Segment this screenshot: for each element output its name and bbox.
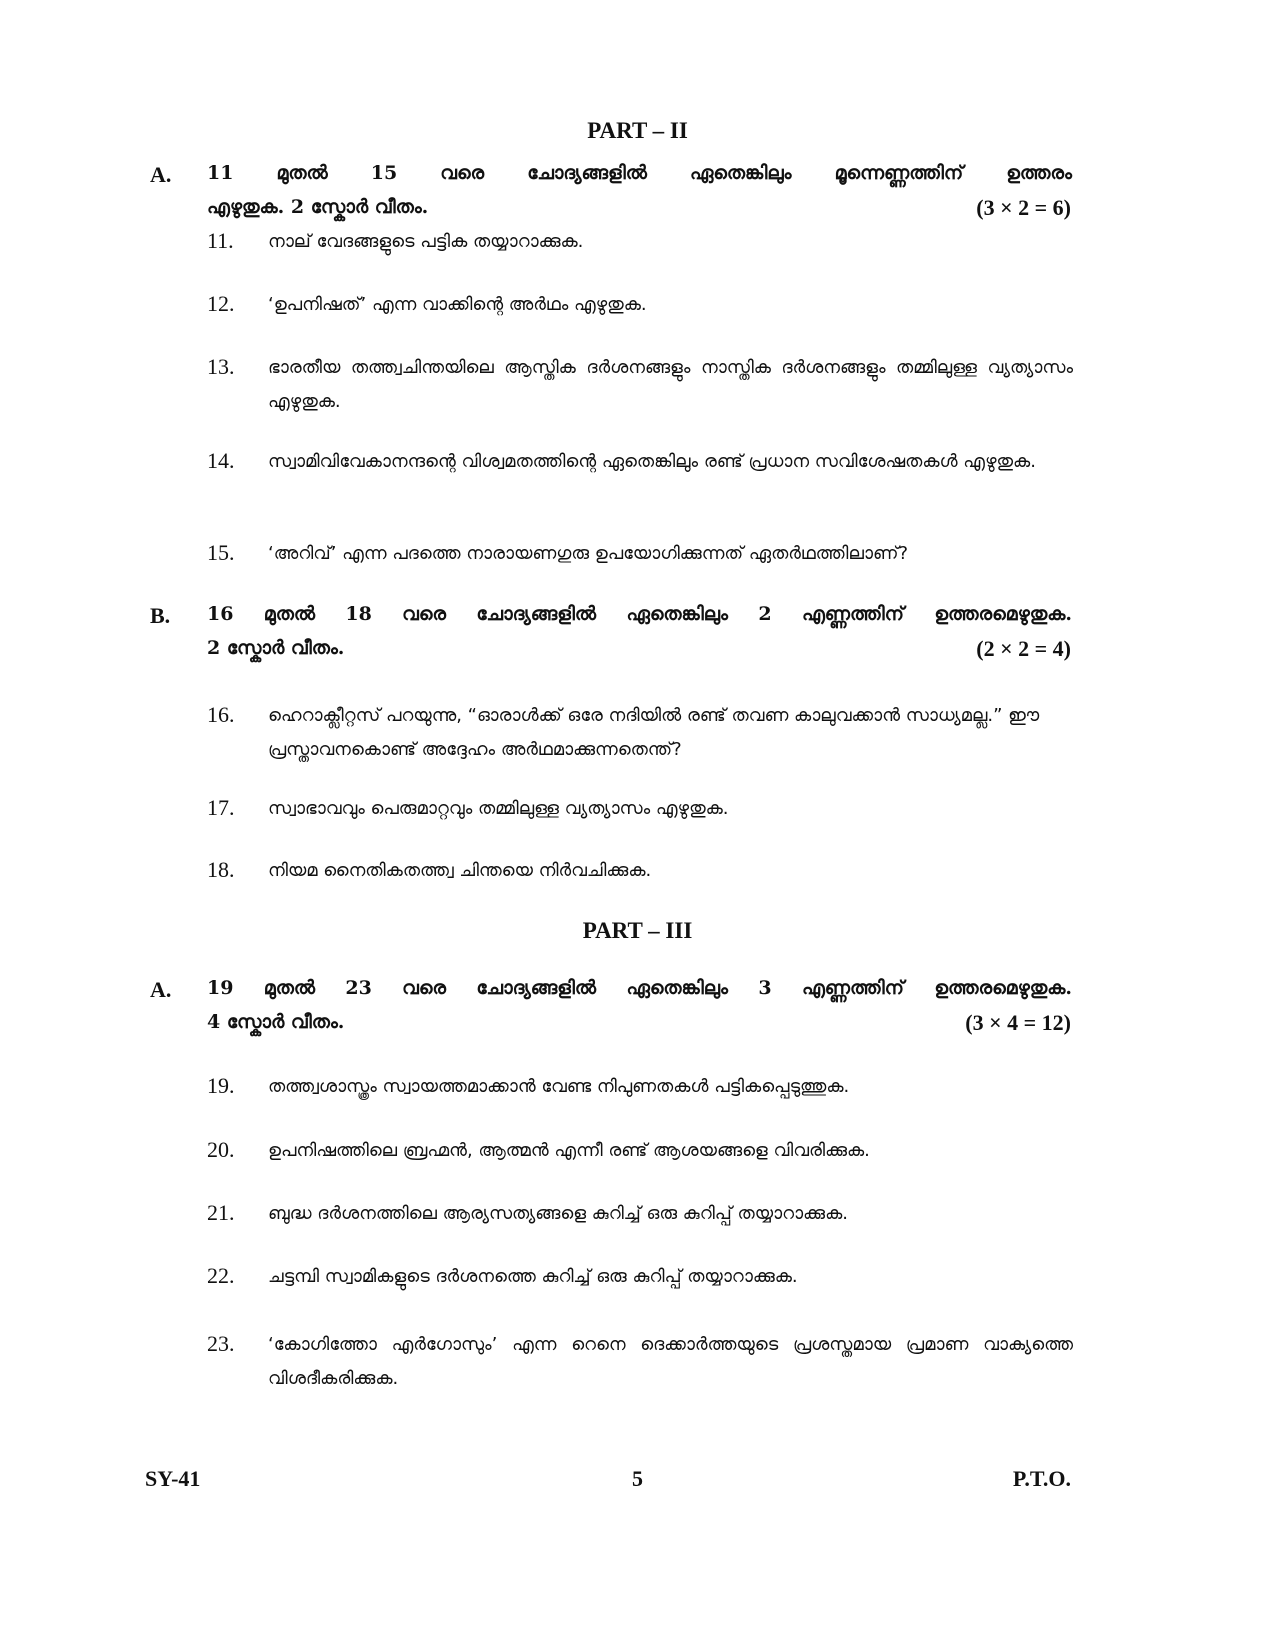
part-3-section-a-instruction-line1: 19 മുതൽ 23 വരെ ചോദ്യങ്ങളിൽ ഏതെങ്കിലും 3 എണ്ണത്തിന് ഉത്തരമെഴുതുക. (207, 977, 1072, 999)
part-2-section-b-marks: (2 × 2 = 4) (976, 636, 1071, 661)
please-turn-over: P.T.O. (1012, 1466, 1071, 1491)
question-number: 14. (207, 448, 235, 473)
question-text: സ്വാഭാവവും പെരുമാറ്റവും തമ്മിലുള്ള വ്യത്യാസം എഴുതുക. (268, 798, 729, 819)
question-text: ‘ഉപനിഷത്’ എന്ന വാക്കിന്റെ അർഥം എഴുതുക. (268, 294, 647, 315)
question-number: 19. (207, 1073, 235, 1098)
question-text: നാല് വേദങ്ങളുടെ പട്ടിക തയ്യാറാക്കുക. (268, 231, 584, 252)
part-2-section-a-marks: (3 × 2 = 6) (976, 195, 1071, 220)
paper-code: SY-41 (145, 1466, 201, 1491)
part-2-section-b-instruction-line1: 16 മുതൽ 18 വരെ ചോദ്യങ്ങളിൽ ഏതെങ്കിലും 2 എണ്ണത്തിന് ഉത്തരമെഴുതുക. (207, 603, 1072, 625)
page-number: 5 (632, 1466, 643, 1491)
question-text: ഉപനിഷത്തിലെ ബ്രഹ്മൻ, ആത്മൻ എന്നീ രണ്ട് ആശയങ്ങളെ വിവരിക്കുക. (268, 1140, 870, 1161)
question-text: ‘കോഗിത്തോ എർഗോസും’ എന്ന റെനെ ദെക്കാർത്തയുടെ പ്രശസ്തമായ പ്രമാണ വാക്യത്തെ വിശദീകരിക്കുക. (268, 1334, 1073, 1389)
question-text: സ്വാമിവിവേകാനന്ദന്റെ വിശ്വമതത്തിന്റെ ഏതെങ്കിലും രണ്ട് പ്രധാന സവിശേഷതകൾ എഴുതുക. (268, 451, 1036, 472)
question-text: ചട്ടമ്പി സ്വാമികളുടെ ദർശനത്തെ കുറിച്ച് ഒരു കുറിപ്പ് തയ്യാറാക്കുക. (268, 1266, 798, 1287)
part-3-section-a-marks: (3 × 4 = 12) (965, 1010, 1071, 1035)
question-number: 20. (207, 1137, 235, 1162)
part-2-section-b-letter: B. (150, 603, 171, 628)
question-number: 11. (207, 228, 234, 253)
part-3-title: PART – III (582, 918, 693, 943)
question-number: 13. (207, 354, 235, 379)
question-number: 15. (207, 540, 235, 565)
question-text: ഹെറാക്ലീറ്റസ് പറയുന്നു, “ഓരാൾക്ക് ഒരേ നദിയിൽ രണ്ട് തവണ കാലുവക്കാൻ സാധ്യമല്ല.” ഈ പ്രസ്താവനകൊണ്ട് അദ്ദേഹം അർഥമാക്കുന്നതെന്ത്? (268, 705, 1040, 760)
question-text: നിയമ നൈതികതത്ത്വ ചിന്തയെ നിർവചിക്കുക. (268, 860, 652, 881)
question-text: ബുദ്ധ ദർശനത്തിലെ ആര്യസത്യങ്ങളെ കുറിച്ച് ഒരു കുറിപ്പ് തയ്യാറാക്കുക. (268, 1203, 848, 1224)
question-number: 18. (207, 857, 235, 882)
part-2-section-b-instruction-line2: 2 സ്കോർ വീതം. (207, 637, 345, 659)
part-2-section-a-instruction-line2: എഴുതുക. 2 സ്കോർ വീതം. (207, 196, 429, 218)
part-2-section-a-instruction-line1: 11 മുതൽ 15 വരെ ചോദ്യങ്ങളിൽ ഏതെങ്കിലും മൂന്നെണ്ണത്തിന് ഉത്തരം (207, 162, 1072, 184)
question-number: 22. (207, 1263, 235, 1288)
question-number: 21. (207, 1200, 235, 1225)
part-3-section-a-letter: A. (150, 977, 172, 1002)
part-3-section-a-instruction-line2: 4 സ്കോർ വീതം. (207, 1011, 345, 1033)
question-number: 23. (207, 1331, 235, 1356)
part-2-title: PART – II (587, 118, 688, 143)
part-2-section-a-letter: A. (150, 162, 172, 187)
question-text: തത്ത്വശാസ്ത്രം സ്വായത്തമാക്കാൻ വേണ്ട നിപുണതകൾ പട്ടികപ്പെടുത്തുക. (268, 1076, 850, 1097)
question-number: 16. (207, 702, 235, 727)
question-text: ഭാരതീയ തത്ത്വചിന്തയിലെ ആസ്തിക ദർശനങ്ങളും നാസ്തിക ദർശനങ്ങളും തമ്മിലുള്ള വ്യത്യാസം എഴുതുക. (268, 357, 1073, 412)
question-text: ‘അറിവ്’ എന്ന പദത്തെ നാരായണഗുരു ഉപയോഗിക്കുന്നത് ഏതർഥത്തിലാണ്? (268, 543, 909, 564)
question-number: 17. (207, 795, 235, 820)
question-number: 12. (207, 291, 235, 316)
